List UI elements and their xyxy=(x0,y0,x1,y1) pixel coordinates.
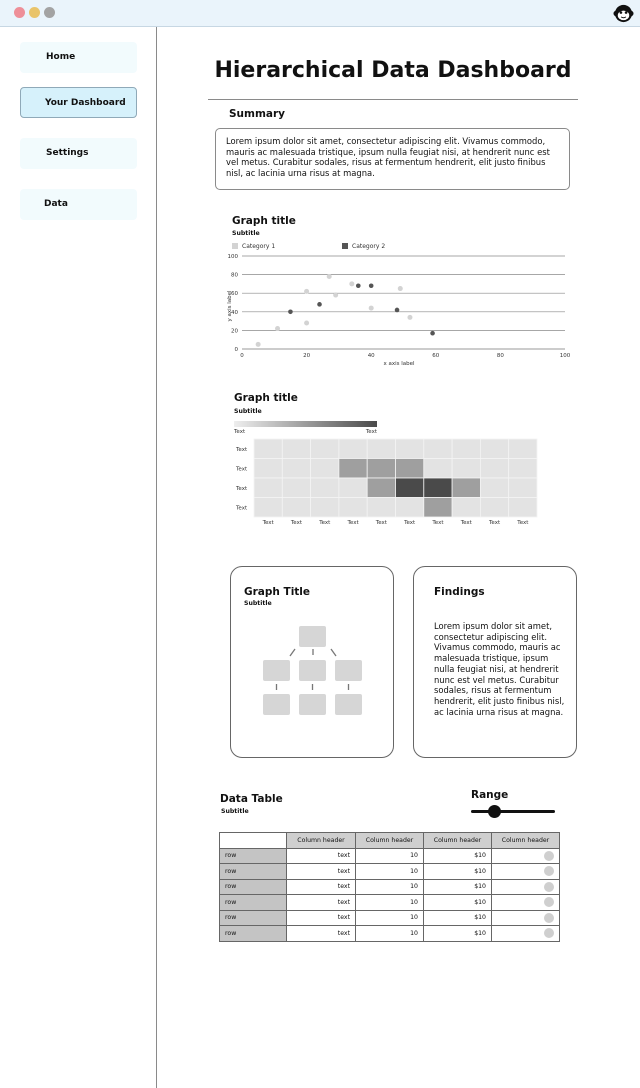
heatmap-column-labels xyxy=(262,520,530,526)
table-row[interactable] xyxy=(220,895,560,911)
scatter-point-category-2 xyxy=(430,331,435,336)
cell-status xyxy=(492,895,560,911)
cell-price: $10 xyxy=(424,895,492,911)
x-tick-label: 60 xyxy=(432,353,440,359)
x-axis-label: x axis label xyxy=(383,361,415,367)
range-label: Range xyxy=(471,789,509,801)
data-table xyxy=(219,832,560,942)
scatter-point-category-2 xyxy=(395,308,400,313)
legend-label-category-2: Category 2 xyxy=(352,243,386,250)
heatmap-cell xyxy=(480,439,508,459)
x-tick-label: 40 xyxy=(367,353,375,359)
maximize-window-button[interactable] xyxy=(44,7,55,18)
y-tick-label: 40 xyxy=(231,309,238,316)
scatter-x-ticks xyxy=(240,353,570,359)
heatmap-row-label: Text xyxy=(236,466,248,473)
scatter-chart xyxy=(222,238,572,370)
y-axis-label: y axis label xyxy=(227,290,233,322)
cell-price: $10 xyxy=(424,879,492,895)
scatter-point-category-2 xyxy=(317,302,322,307)
heatmap-scale-min-label: Text xyxy=(234,429,246,435)
row-label: row xyxy=(220,848,287,864)
cell-price: $10 xyxy=(424,926,492,942)
tree-leaf-node xyxy=(335,694,362,715)
tree-leaf-node xyxy=(299,694,326,715)
scatter-point-category-2 xyxy=(356,283,361,288)
heatmap-cell xyxy=(396,459,424,479)
heatmap-cell xyxy=(452,439,480,459)
heatmap-column-label: Text xyxy=(460,520,472,526)
row-label: row xyxy=(220,895,287,911)
scatter-point-category-1 xyxy=(333,293,338,298)
cell-text: text xyxy=(287,926,356,942)
heatmap-row-labels xyxy=(235,447,248,512)
heatmap-cell xyxy=(282,459,310,479)
heatmap-cell xyxy=(480,459,508,479)
table-row[interactable] xyxy=(220,879,560,895)
scatter-point-category-1 xyxy=(304,320,309,325)
heatmap-cell xyxy=(282,478,310,498)
cell-number: 10 xyxy=(356,895,424,911)
heatmap-cell xyxy=(424,459,452,479)
status-circle-icon xyxy=(544,882,554,892)
legend-swatch-category-1 xyxy=(232,243,238,249)
y-tick-label: 0 xyxy=(234,347,238,353)
tree-child-node xyxy=(263,660,290,681)
monkey-face-icon xyxy=(613,3,634,24)
scatter-point-category-2 xyxy=(288,310,293,315)
heatmap-column-label: Text xyxy=(488,520,501,526)
tree-graph-title: Graph Title xyxy=(244,586,311,598)
heatmap-cell xyxy=(282,439,310,459)
heatmap-cell xyxy=(367,498,395,518)
tree-leaf-node xyxy=(263,694,290,715)
tree-child-node xyxy=(299,660,326,681)
heatmap-color-scale xyxy=(234,421,377,427)
heatmap-cell xyxy=(396,478,424,498)
x-tick-label: 80 xyxy=(496,353,504,359)
legend-label-category-1: Category 1 xyxy=(242,243,276,250)
heatmap-cell xyxy=(339,498,367,518)
table-row[interactable] xyxy=(220,848,560,864)
column-header[interactable]: Column header xyxy=(356,833,424,849)
column-header[interactable]: Column header xyxy=(424,833,492,849)
sidebar xyxy=(0,27,157,1088)
tree-child-node xyxy=(335,660,362,681)
heatmap-cell xyxy=(254,459,282,479)
cell-number: 10 xyxy=(356,926,424,942)
heatmap-cell xyxy=(480,498,508,518)
cell-text: text xyxy=(287,895,356,911)
tree-root-node xyxy=(299,626,326,647)
cell-text: text xyxy=(287,848,356,864)
window-titlebar xyxy=(0,0,640,27)
column-header[interactable]: Column header xyxy=(492,833,560,849)
heatmap-cell xyxy=(452,459,480,479)
heatmap-column-label: Text xyxy=(347,520,359,526)
title-divider xyxy=(208,99,578,100)
summary-box xyxy=(215,128,570,190)
tree-edge xyxy=(290,649,295,656)
findings-heading: Findings xyxy=(434,586,485,598)
data-table-subtitle: Subtitle xyxy=(221,808,249,815)
range-slider-track[interactable] xyxy=(471,810,555,813)
heatmap-cell xyxy=(396,439,424,459)
range-slider-handle[interactable] xyxy=(488,805,501,818)
scatter-point-category-1 xyxy=(327,274,332,279)
tree-graph-card xyxy=(230,566,394,758)
heatmap-column-label: Text xyxy=(290,520,303,526)
status-circle-icon xyxy=(544,913,554,923)
heatmap-cell xyxy=(367,478,395,498)
cell-status xyxy=(492,926,560,942)
table-row[interactable] xyxy=(220,926,560,942)
x-tick-label: 20 xyxy=(303,353,311,359)
y-tick-label: 100 xyxy=(227,254,238,260)
scatter-point-category-1 xyxy=(407,315,412,320)
minimize-window-button[interactable] xyxy=(29,7,40,18)
heatmap-cells xyxy=(254,439,537,517)
y-tick-label: 80 xyxy=(231,272,238,279)
x-tick-label: 0 xyxy=(240,353,244,359)
cell-number: 10 xyxy=(356,864,424,880)
status-circle-icon xyxy=(544,866,554,876)
table-row[interactable] xyxy=(220,910,560,926)
heatmap-cell xyxy=(509,439,537,459)
scatter-point-category-2 xyxy=(369,283,374,288)
cell-status xyxy=(492,879,560,895)
y-tick-label: 20 xyxy=(231,328,238,335)
scatter-point-category-1 xyxy=(398,286,403,291)
heatmap-cell xyxy=(452,498,480,518)
status-circle-icon xyxy=(544,928,554,938)
sidebar-item-your-dashboard[interactable]: Your Dashboard xyxy=(20,87,137,118)
heatmap-cell xyxy=(311,439,339,459)
cell-price: $10 xyxy=(424,864,492,880)
close-window-button[interactable] xyxy=(14,7,25,18)
heatmap-cell xyxy=(254,478,282,498)
heatmap-cell xyxy=(339,459,367,479)
heatmap-column-label: Text xyxy=(262,520,274,526)
heatmap-title: Graph title xyxy=(234,392,298,404)
heatmap-cell xyxy=(509,478,537,498)
heatmap-column-label: Text xyxy=(432,520,444,526)
heatmap-column-label: Text xyxy=(517,520,529,526)
cell-text: text xyxy=(287,864,356,880)
cell-status xyxy=(492,864,560,880)
x-tick-label: 100 xyxy=(559,353,571,359)
row-label: row xyxy=(220,910,287,926)
summary-heading: Summary xyxy=(229,108,286,120)
heatmap-subtitle: Subtitle xyxy=(234,408,262,415)
table-row[interactable] xyxy=(220,864,560,880)
scatter-point-category-1 xyxy=(369,306,374,311)
heatmap-column-label: Text xyxy=(375,520,387,526)
heatmap-cell xyxy=(254,498,282,518)
sidebar-item-data[interactable]: Data xyxy=(20,189,137,220)
tree-edge xyxy=(331,649,336,656)
cell-number: 10 xyxy=(356,848,424,864)
heatmap-scale-max-label: Text xyxy=(365,429,377,435)
heatmap-cell xyxy=(367,459,395,479)
heatmap-cell xyxy=(424,439,452,459)
heatmap-cell xyxy=(452,478,480,498)
cell-price: $10 xyxy=(424,910,492,926)
scatter-point-category-1 xyxy=(256,342,261,347)
row-label: row xyxy=(220,864,287,880)
heatmap-cell xyxy=(509,498,537,518)
data-table-title: Data Table xyxy=(220,793,283,805)
cell-status xyxy=(492,910,560,926)
scatter-chart-subtitle: Subtitle xyxy=(232,230,260,237)
row-label: row xyxy=(220,926,287,942)
scatter-points xyxy=(256,274,435,347)
heatmap-row-label: Text xyxy=(236,485,248,492)
y-tick-label: 60 xyxy=(231,291,238,298)
heatmap-column-label: Text xyxy=(319,520,331,526)
heatmap-cell xyxy=(367,439,395,459)
heatmap-row-label: Text xyxy=(236,505,248,512)
heatmap-cell xyxy=(282,498,310,518)
scatter-point-category-1 xyxy=(304,289,309,294)
tree-graph-subtitle: Subtitle xyxy=(244,600,272,607)
status-circle-icon xyxy=(544,851,554,861)
cell-text: text xyxy=(287,910,356,926)
heatmap-cell xyxy=(509,459,537,479)
cell-status xyxy=(492,848,560,864)
scatter-gridlines xyxy=(242,256,565,349)
heatmap-cell xyxy=(311,478,339,498)
legend-swatch-category-2 xyxy=(342,243,348,249)
scatter-point-category-1 xyxy=(275,326,280,331)
status-circle-icon xyxy=(544,897,554,907)
heatmap-cell xyxy=(424,498,452,518)
heatmap-cell xyxy=(339,439,367,459)
heatmap-cell xyxy=(424,478,452,498)
table-header-row xyxy=(220,833,560,849)
findings-text: Lorem ipsum dolor sit amet, consectetur adipiscing elit. Vivamus commodo, mauris ac malesuada tristique, ipsum nulla feugiat nisi, at hendrerit nunc est vel metus. Curabitur sodales, risus at fermentum hendrerit, elit justo finibus nisl, ac lacinia urna risus at magna. xyxy=(434,621,565,717)
cell-price: $10 xyxy=(424,848,492,864)
summary-text: Lorem ipsum dolor sit amet, consectetur adipiscing elit. Vivamus commodo, mauris ac malesuada tristique, ipsum nulla feugiat nisi, at hendrerit nunc est vel metus. Curabitur sodales, risus at fermentum hendrerit, elit justo finibus nisl, ac lacinia urna risus at magna. xyxy=(226,136,550,178)
sidebar-item-settings[interactable]: Settings xyxy=(20,138,137,169)
heatmap-chart xyxy=(228,418,548,530)
heatmap-cell xyxy=(311,498,339,518)
heatmap-cell xyxy=(339,478,367,498)
scatter-point-category-1 xyxy=(349,281,354,286)
page-title: Hierarchical Data Dashboard xyxy=(214,58,572,83)
sidebar-item-home[interactable]: Home xyxy=(20,42,137,73)
cell-number: 10 xyxy=(356,910,424,926)
tree-diagram xyxy=(231,567,395,759)
findings-card xyxy=(413,566,577,758)
heatmap-cell xyxy=(311,459,339,479)
heatmap-cell xyxy=(254,439,282,459)
heatmap-cell xyxy=(480,478,508,498)
column-header xyxy=(220,833,287,849)
row-label: row xyxy=(220,879,287,895)
heatmap-column-label: Text xyxy=(404,520,416,526)
heatmap-row-label: Text xyxy=(236,446,248,453)
column-header[interactable]: Column header xyxy=(287,833,356,849)
cell-number: 10 xyxy=(356,879,424,895)
heatmap-cell xyxy=(396,498,424,518)
cell-text: text xyxy=(287,879,356,895)
scatter-chart-title: Graph title xyxy=(232,215,296,227)
